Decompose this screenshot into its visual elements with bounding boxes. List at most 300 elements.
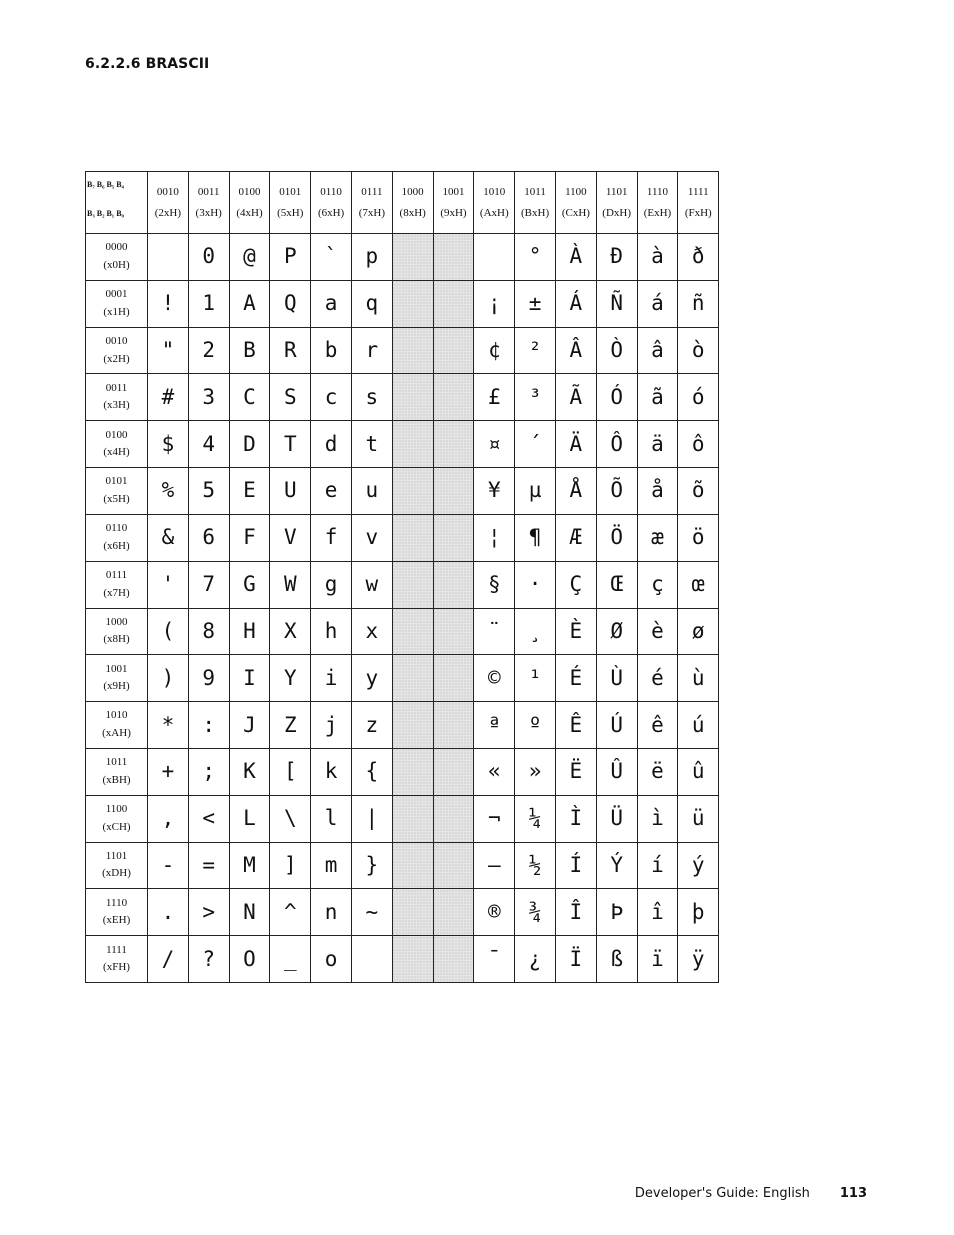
table-row	[86, 936, 719, 983]
table-row	[86, 468, 719, 515]
column-header	[392, 172, 433, 234]
column-hex: (6xH)	[317, 206, 345, 219]
column-bits: 0110	[320, 185, 342, 198]
column-header	[678, 172, 719, 234]
char-cell: õ	[678, 468, 719, 515]
char-cell: §	[474, 561, 515, 608]
char-cell: (	[148, 608, 189, 655]
column-bits: 1011	[524, 185, 546, 198]
char-cell: .	[148, 889, 189, 936]
reserved-cell	[392, 655, 433, 702]
row-header	[86, 327, 148, 374]
char-cell: æ	[637, 514, 678, 561]
char-cell: H	[229, 608, 270, 655]
char-cell: R	[270, 327, 311, 374]
char-cell: T	[270, 421, 311, 468]
char-cell: ã	[637, 374, 678, 421]
char-cell: Ý	[596, 842, 637, 889]
char-cell: ÿ	[678, 936, 719, 983]
char-cell: -	[148, 842, 189, 889]
char-cell: ]	[270, 842, 311, 889]
char-cell: ¦	[474, 514, 515, 561]
table-body	[86, 234, 719, 983]
row-header	[86, 421, 148, 468]
row-hex: (x5H)	[103, 492, 130, 505]
reserved-cell	[433, 561, 474, 608]
char-cell: y	[351, 655, 392, 702]
char-cell: =	[188, 842, 229, 889]
char-cell: z	[351, 702, 392, 749]
char-cell: <	[188, 795, 229, 842]
char-cell: k	[311, 748, 352, 795]
char-cell: Z	[270, 702, 311, 749]
reserved-cell	[392, 561, 433, 608]
row-hex: (x2H)	[103, 352, 130, 365]
reserved-cell	[433, 655, 474, 702]
table-row	[86, 234, 719, 281]
column-hex: (AxH)	[479, 206, 509, 219]
char-cell: ¬	[474, 795, 515, 842]
char-cell: å	[637, 468, 678, 515]
char-cell: W	[270, 561, 311, 608]
row-hex: (x6H)	[103, 539, 130, 552]
char-cell: Í	[555, 842, 596, 889]
char-cell: C	[229, 374, 270, 421]
row-hex: (xFH)	[103, 961, 130, 974]
char-cell: ý	[678, 842, 719, 889]
char-cell: }	[351, 842, 392, 889]
char-cell: ï	[637, 936, 678, 983]
table-row	[86, 561, 719, 608]
row-hex: (x0H)	[103, 258, 130, 271]
bit-order-corner	[86, 172, 148, 234]
row-header	[86, 889, 148, 936]
char-cell: ª	[474, 702, 515, 749]
row-bits: 0110	[105, 522, 128, 535]
char-cell: ú	[678, 702, 719, 749]
row-hex: (x7H)	[103, 586, 130, 599]
char-cell: Ê	[555, 702, 596, 749]
row-header	[86, 842, 148, 889]
char-cell: à	[637, 234, 678, 281]
table-row	[86, 280, 719, 327]
column-hex: (3xH)	[195, 206, 222, 219]
char-cell: ¶	[515, 514, 556, 561]
char-cell: Ð	[596, 234, 637, 281]
char-cell: –	[474, 842, 515, 889]
char-cell: ò	[678, 327, 719, 374]
reserved-cell	[392, 795, 433, 842]
char-cell: Ù	[596, 655, 637, 702]
row-header	[86, 702, 148, 749]
char-cell: Æ	[555, 514, 596, 561]
char-cell: «	[474, 748, 515, 795]
row-bits: 0000	[105, 241, 128, 254]
reserved-cell	[392, 280, 433, 327]
column-bits: 0101	[279, 185, 302, 198]
char-cell: Ã	[555, 374, 596, 421]
char-cell: 8	[188, 608, 229, 655]
char-cell: ®	[474, 889, 515, 936]
column-bits: 0100	[238, 185, 261, 198]
char-cell: K	[229, 748, 270, 795]
reserved-cell	[433, 280, 474, 327]
char-cell: Â	[555, 327, 596, 374]
char-cell: Ä	[555, 421, 596, 468]
char-cell: û	[678, 748, 719, 795]
table-row	[86, 655, 719, 702]
table-row	[86, 748, 719, 795]
char-cell: ³	[515, 374, 556, 421]
row-bits: 1111	[106, 943, 127, 956]
char-cell: á	[637, 280, 678, 327]
guide-title: Developer's Guide: English	[634, 1186, 810, 1201]
char-cell: x	[351, 608, 392, 655]
char-cell: Ï	[555, 936, 596, 983]
column-hex: (2xH)	[154, 206, 182, 219]
char-cell: ¼	[515, 795, 556, 842]
char-cell: µ	[515, 468, 556, 515]
reserved-cell	[392, 421, 433, 468]
char-cell: ì	[637, 795, 678, 842]
char-cell: Ø	[596, 608, 637, 655]
column-header	[596, 172, 637, 234]
row-hex: (x4H)	[103, 446, 130, 459]
char-cell: j	[311, 702, 352, 749]
table-row	[86, 421, 719, 468]
row-header	[86, 608, 148, 655]
row-bits: 1101	[105, 849, 128, 862]
char-cell: s	[351, 374, 392, 421]
reserved-cell	[433, 842, 474, 889]
column-hex: (FxH)	[684, 206, 712, 219]
reserved-cell	[392, 514, 433, 561]
row-bits: 0010	[105, 334, 128, 347]
char-cell: °	[515, 234, 556, 281]
char-cell: b	[311, 327, 352, 374]
char-cell: e	[311, 468, 352, 515]
reserved-cell	[433, 234, 474, 281]
reserved-cell	[433, 702, 474, 749]
char-cell: @	[229, 234, 270, 281]
char-cell: î	[637, 889, 678, 936]
char-cell: !	[148, 280, 189, 327]
row-hex: (x9H)	[103, 680, 130, 693]
char-cell: i	[311, 655, 352, 702]
char-cell: Œ	[596, 561, 637, 608]
column-hex: (CxH)	[561, 206, 590, 219]
char-cell: *	[148, 702, 189, 749]
char-cell: >	[188, 889, 229, 936]
reserved-cell	[433, 421, 474, 468]
char-cell: º	[515, 702, 556, 749]
table-row	[86, 702, 719, 749]
row-hex: (x3H)	[103, 399, 130, 412]
char-cell: :	[188, 702, 229, 749]
row-header	[86, 468, 148, 515]
char-cell: ¿	[515, 936, 556, 983]
column-header	[637, 172, 678, 234]
row-hex: (xAH)	[102, 727, 131, 740]
char-cell: 3	[188, 374, 229, 421]
row-bits: 0111	[105, 569, 128, 581]
char-cell: Ô	[596, 421, 637, 468]
char-cell: G	[229, 561, 270, 608]
char-cell: ½	[515, 842, 556, 889]
row-hex: (xEH)	[102, 914, 131, 927]
reserved-cell	[392, 234, 433, 281]
char-cell: a	[311, 280, 352, 327]
row-hex: (xCH)	[102, 820, 131, 833]
char-cell: g	[311, 561, 352, 608]
char-cell: |	[351, 795, 392, 842]
char-cell: ê	[637, 702, 678, 749]
char-cell: ·	[515, 561, 556, 608]
column-hex: (8xH)	[399, 206, 426, 219]
char-cell: ö	[678, 514, 719, 561]
char-cell: q	[351, 280, 392, 327]
char-cell: ¨	[474, 608, 515, 655]
char-cell: ð	[678, 234, 719, 281]
reserved-cell	[392, 468, 433, 515]
char-cell: '	[148, 561, 189, 608]
reserved-cell	[433, 514, 474, 561]
column-bits: 1110	[646, 185, 669, 198]
row-header	[86, 655, 148, 702]
char-cell: ´	[515, 421, 556, 468]
char-cell: þ	[678, 889, 719, 936]
reserved-cell	[392, 842, 433, 889]
char-cell: [	[270, 748, 311, 795]
char-cell: ç	[637, 561, 678, 608]
char-cell: ¡	[474, 280, 515, 327]
column-hex: (DxH)	[602, 206, 632, 219]
char-cell: ¯	[474, 936, 515, 983]
char-cell: /	[148, 936, 189, 983]
char-cell: ô	[678, 421, 719, 468]
reserved-cell	[433, 889, 474, 936]
char-cell	[351, 936, 392, 983]
reserved-cell	[392, 748, 433, 795]
column-bits: 1111	[687, 185, 709, 198]
char-cell: u	[351, 468, 392, 515]
char-cell: Ñ	[596, 280, 637, 327]
char-cell: F	[229, 514, 270, 561]
char-cell: 9	[188, 655, 229, 702]
char-cell: ¤	[474, 421, 515, 468]
char-cell: ä	[637, 421, 678, 468]
char-cell: ó	[678, 374, 719, 421]
char-cell: %	[148, 468, 189, 515]
page-footer	[635, 1186, 867, 1201]
row-header	[86, 795, 148, 842]
char-cell: ¸	[515, 608, 556, 655]
char-cell: Ü	[596, 795, 637, 842]
char-cell: ^	[270, 889, 311, 936]
table-row	[86, 327, 719, 374]
char-cell: 6	[188, 514, 229, 561]
column-bits: 1101	[605, 185, 628, 198]
row-bits: 1011	[105, 756, 128, 769]
char-cell: +	[148, 748, 189, 795]
row-header	[86, 936, 148, 983]
char-cell: )	[148, 655, 189, 702]
char-cell: Å	[555, 468, 596, 515]
column-hex: (ExH)	[643, 206, 672, 219]
char-cell	[148, 234, 189, 281]
char-cell: #	[148, 374, 189, 421]
char-cell: p	[351, 234, 392, 281]
column-bits: 1001	[442, 185, 465, 198]
char-cell: N	[229, 889, 270, 936]
char-cell: J	[229, 702, 270, 749]
char-cell: Ë	[555, 748, 596, 795]
table-row	[86, 889, 719, 936]
char-cell: o	[311, 936, 352, 983]
row-bits: 0011	[105, 381, 128, 394]
char-cell: Þ	[596, 889, 637, 936]
column-header	[311, 172, 352, 234]
reserved-cell	[433, 327, 474, 374]
char-cell: U	[270, 468, 311, 515]
char-cell: I	[229, 655, 270, 702]
row-bits: 1100	[105, 803, 128, 816]
char-cell: `	[311, 234, 352, 281]
char-cell: 0	[188, 234, 229, 281]
char-cell: O	[229, 936, 270, 983]
char-cell: Ó	[596, 374, 637, 421]
char-cell: £	[474, 374, 515, 421]
column-header	[270, 172, 311, 234]
low-bits-label: B₃ B₂ B₁ B₀	[87, 209, 124, 218]
column-hex: (5xH)	[277, 206, 304, 219]
table-row	[86, 608, 719, 655]
char-cell: Q	[270, 280, 311, 327]
char-cell: œ	[678, 561, 719, 608]
char-cell: ,	[148, 795, 189, 842]
reserved-cell	[392, 889, 433, 936]
char-cell: l	[311, 795, 352, 842]
char-cell: d	[311, 421, 352, 468]
column-bits: 1010	[483, 185, 506, 198]
char-cell: ²	[515, 327, 556, 374]
char-cell: ¹	[515, 655, 556, 702]
char-cell: ß	[596, 936, 637, 983]
row-header	[86, 514, 148, 561]
column-bits: 1000	[401, 185, 424, 198]
char-cell: ¢	[474, 327, 515, 374]
column-header	[433, 172, 474, 234]
char-cell: Ú	[596, 702, 637, 749]
char-cell: Ö	[596, 514, 637, 561]
row-bits: 0001	[105, 288, 128, 301]
column-bits: 1100	[565, 185, 587, 198]
char-cell: w	[351, 561, 392, 608]
char-cell: n	[311, 889, 352, 936]
char-cell: É	[555, 655, 596, 702]
page-number: 113	[839, 1186, 867, 1201]
reserved-cell	[433, 374, 474, 421]
column-hex: (4xH)	[236, 206, 263, 219]
char-cell: ¥	[474, 468, 515, 515]
column-header	[148, 172, 189, 234]
table-row	[86, 795, 719, 842]
char-cell: â	[637, 327, 678, 374]
column-header	[474, 172, 515, 234]
row-hex: (xDH)	[102, 867, 131, 880]
char-cell: B	[229, 327, 270, 374]
char-cell: r	[351, 327, 392, 374]
row-hex: (x8H)	[103, 633, 130, 646]
table-row	[86, 842, 719, 889]
row-header	[86, 234, 148, 281]
char-cell: v	[351, 514, 392, 561]
char-cell: ~	[351, 889, 392, 936]
char-cell: P	[270, 234, 311, 281]
reserved-cell	[433, 748, 474, 795]
row-header	[86, 280, 148, 327]
char-cell: »	[515, 748, 556, 795]
char-cell: M	[229, 842, 270, 889]
row-bits: 0100	[105, 428, 128, 441]
char-cell: ©	[474, 655, 515, 702]
char-cell: ù	[678, 655, 719, 702]
char-cell: f	[311, 514, 352, 561]
char-cell: Y	[270, 655, 311, 702]
char-cell: &	[148, 514, 189, 561]
char-cell: m	[311, 842, 352, 889]
char-cell: _	[270, 936, 311, 983]
char-cell: V	[270, 514, 311, 561]
char-cell: 5	[188, 468, 229, 515]
char-cell: $	[148, 421, 189, 468]
char-cell: ø	[678, 608, 719, 655]
char-cell: 2	[188, 327, 229, 374]
char-cell: c	[311, 374, 352, 421]
char-cell: Î	[555, 889, 596, 936]
char-cell: "	[148, 327, 189, 374]
column-header-row	[86, 172, 719, 234]
column-header	[351, 172, 392, 234]
brascii-table	[85, 171, 719, 983]
row-header	[86, 374, 148, 421]
char-cell	[474, 234, 515, 281]
char-cell: ?	[188, 936, 229, 983]
char-cell: E	[229, 468, 270, 515]
char-cell: L	[229, 795, 270, 842]
char-cell: {	[351, 748, 392, 795]
column-hex: (9xH)	[440, 206, 467, 219]
row-bits: 1001	[105, 662, 128, 675]
high-bits-label: B₇ B₆ B₅ B₄	[87, 180, 124, 189]
char-cell: ë	[637, 748, 678, 795]
column-header	[229, 172, 270, 234]
char-cell: ;	[188, 748, 229, 795]
column-hex: (BxH)	[521, 206, 550, 219]
char-cell: È	[555, 608, 596, 655]
char-cell: í	[637, 842, 678, 889]
char-cell: À	[555, 234, 596, 281]
char-cell: Ì	[555, 795, 596, 842]
table-row	[86, 514, 719, 561]
char-cell: X	[270, 608, 311, 655]
column-bits: 0010	[156, 185, 179, 198]
column-bits: 0011	[197, 185, 220, 198]
char-cell: é	[637, 655, 678, 702]
reserved-cell	[433, 468, 474, 515]
column-header	[515, 172, 556, 234]
char-cell: 7	[188, 561, 229, 608]
